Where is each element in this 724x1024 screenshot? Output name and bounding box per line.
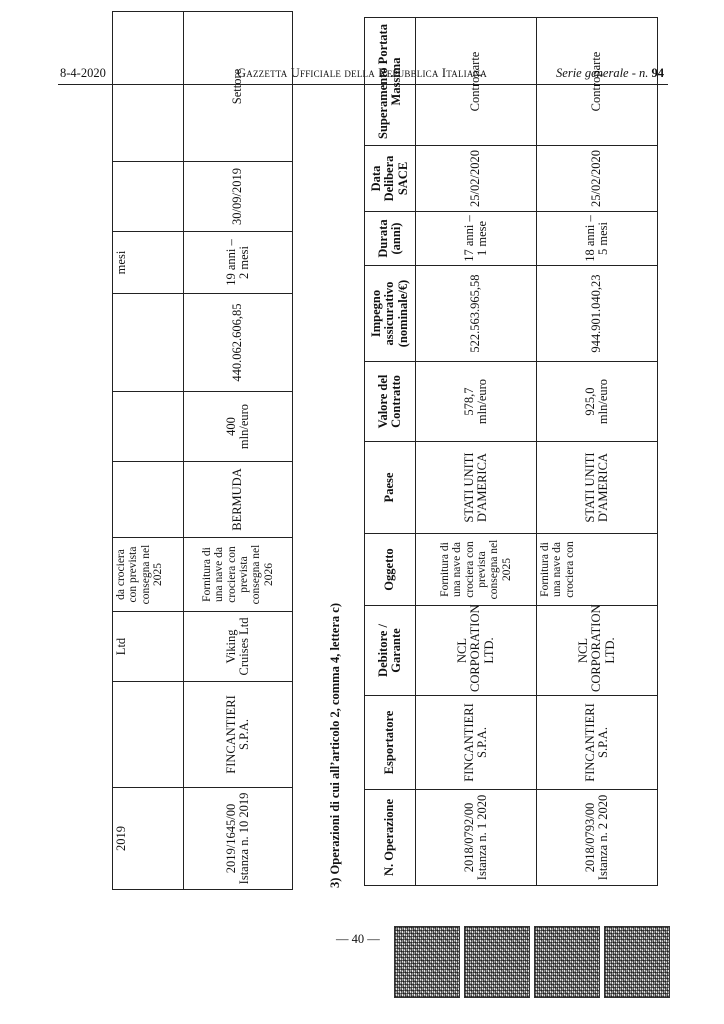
header-exporter: Esportatore <box>365 696 416 790</box>
header-series: Serie generale - n. 94 <box>556 66 664 80</box>
cell-commitment: 944.901.040,23 <box>537 266 658 362</box>
header-publication: Gazzetta Ufficiale della Repubblica Italiana <box>237 66 487 80</box>
cell-contract-value: 925,0 mln/euro <box>537 362 658 442</box>
table-row <box>113 12 184 890</box>
cell-date: 30/09/2019 <box>184 162 293 232</box>
cell-commitment <box>113 294 184 392</box>
cell-threshold: Settore <box>184 12 293 162</box>
cell-operation: 2019/1645/00 Istanza n. 10 2019 <box>184 788 293 890</box>
cell-duration: 17 anni – 1 mese <box>416 212 537 266</box>
barcode-image <box>464 926 530 998</box>
header-duration: Durata (anni) <box>365 212 416 266</box>
cell-threshold <box>113 12 184 162</box>
header-contract-value: Valore del Contratto <box>365 362 416 442</box>
cell-operation: 2018/0792/00 Istanza n. 1 2020 <box>416 790 537 886</box>
cell-operation: 2018/0793/00 Istanza n. 2 2020 <box>537 790 658 886</box>
cell-debtor: Ltd <box>113 612 184 682</box>
header-operation: N. Operazione <box>365 790 416 886</box>
cell-date <box>113 162 184 232</box>
cell-debtor: NCL CORPORATION LTD. <box>416 606 537 696</box>
cell-contract-value <box>113 392 184 462</box>
table-operations <box>364 17 658 886</box>
page-number: — 40 — <box>336 932 380 946</box>
cell-duration: mesi <box>113 232 184 294</box>
barcode-image <box>534 926 600 998</box>
header-debtor: Debitore / Garante <box>365 606 416 696</box>
cell-exporter: FINCANTIERI S.P.A. <box>537 696 658 790</box>
cell-country: STATI UNITI D'AMERICA <box>416 442 537 534</box>
header-threshold: Superamento Portata Massima <box>365 18 416 146</box>
cell-object: da crociera con prevista consegna nel 2025 <box>113 538 184 612</box>
header-date: Data Delibera SACE <box>365 146 416 212</box>
cell-country: STATI UNITI D'AMERICA <box>537 442 658 534</box>
cell-date: 25/02/2020 <box>537 146 658 212</box>
cell-threshold: Controparte <box>537 18 658 146</box>
cell-debtor: NCL CORPORATION LTD. <box>537 606 658 696</box>
section-title: 3) Operazioni di cui all’articolo 2, comma 4, lettera c) <box>328 603 342 888</box>
header-object: Oggetto <box>365 534 416 606</box>
header-date: 8-4-2020 <box>60 66 106 80</box>
cell-threshold: Controparte <box>416 18 537 146</box>
cell-exporter: FINCANTIERI S.P.A. <box>184 682 293 788</box>
cell-country <box>113 462 184 538</box>
cell-country: BERMUDA <box>184 462 293 538</box>
cell-object: Fornitura di una nave da crociera con <box>537 534 658 606</box>
cell-duration: 18 anni – 5 mesi <box>537 212 658 266</box>
cell-commitment: 522.563.965,58 <box>416 266 537 362</box>
table-row <box>416 18 537 886</box>
header-commitment: Impegno assicurativo (nominale/€) <box>365 266 416 362</box>
cell-exporter: FINCANTIERI S.P.A. <box>416 696 537 790</box>
cell-date: 25/02/2020 <box>416 146 537 212</box>
cell-debtor: Viking Cruises Ltd <box>184 612 293 682</box>
cell-duration: 19 anni – 2 mesi <box>184 232 293 294</box>
table-header-row <box>365 18 416 886</box>
cell-contract-value: 578,7 mln/euro <box>416 362 537 442</box>
header-issue-number: 94 <box>651 66 664 80</box>
barcode-image <box>394 926 460 998</box>
cell-object: Fornitura di una nave da crociera con prevista consegna nel 2025 <box>416 534 537 606</box>
barcode-image <box>604 926 670 998</box>
cell-exporter <box>113 682 184 788</box>
cell-object: Fornitura di una nave da crociera con prevista consegna nel 2026 <box>184 538 293 612</box>
table-row <box>537 18 658 886</box>
table-row <box>184 12 293 890</box>
cell-operation: 2019 <box>113 788 184 890</box>
table-continuation <box>112 11 293 890</box>
cell-contract-value: 400 mln/euro <box>184 392 293 462</box>
header-country: Paese <box>365 442 416 534</box>
cell-commitment: 440.062.606,85 <box>184 294 293 392</box>
